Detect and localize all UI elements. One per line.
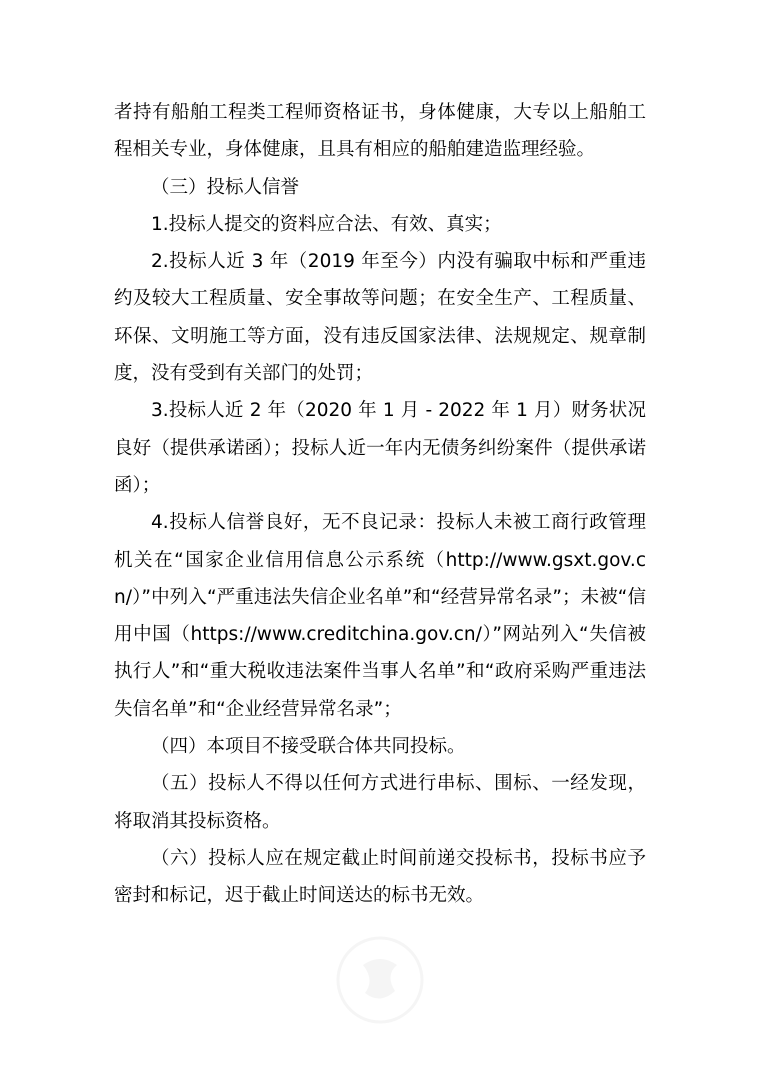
- paragraph-credit-item-2: 2.投标人近 3 年（2019 年至今）内没有骗取中标和严重违约及较大工程质量、安全事故等问题；在安全生产、工程质量、环保、文明施工等方面，没有违反国家法律、法规规定、规章制度，没有受到有关部门的处罚；: [114, 251, 646, 385]
- section-heading-bidder-credit: （三）投标人信誉: [151, 176, 300, 198]
- paragraph-credit-item-1: 1.投标人提交的资料应合法、有效、真实；: [151, 213, 502, 235]
- document-body: [114, 94, 646, 915]
- paragraph-credit-item-3: 3.投标人近 2 年（2020 年 1 月 - 2022 年 1 月）财务状况良好（提供承诺函）；投标人近一年内无债务纠纷案件（提供承诺函）；: [114, 400, 646, 496]
- paragraph-qualification-continued: 者持有船舶工程类工程师资格证书，身体健康，大专以上船舶工程相关专业，身体健康，且具有相应的船舶建造监理经验。: [114, 102, 646, 161]
- section-no-collusion: （五）投标人不得以任何方式进行串标、围标、一经发现，将取消其投标资格。: [114, 773, 646, 832]
- section-submission-deadline: （六）投标人应在规定截止时间前递交投标书，投标书应予密封和标记，迟于截止时间送达的标书无效。: [114, 847, 646, 907]
- section-no-consortium: （四）本项目不接受联合体共同投标。: [151, 736, 466, 758]
- paragraph-credit-item-4: 4.投标人信誉良好，无不良记录：投标人未被工商行政管理机关在“国家企业信用信息公示系统（http://www.gsxt.gov.cn/）”中列入“严重违法失信企业名单”和“经营异常名录”；未被“信用中国（https://www.creditchina.gov.cn/）”网站列入“失信被执行人”和“重大税收违法案件当事人名单”和“政府采购严重违法失信名单”和“企业经营异常名录”；: [114, 512, 646, 720]
- watermark-logo-icon: [335, 935, 425, 1025]
